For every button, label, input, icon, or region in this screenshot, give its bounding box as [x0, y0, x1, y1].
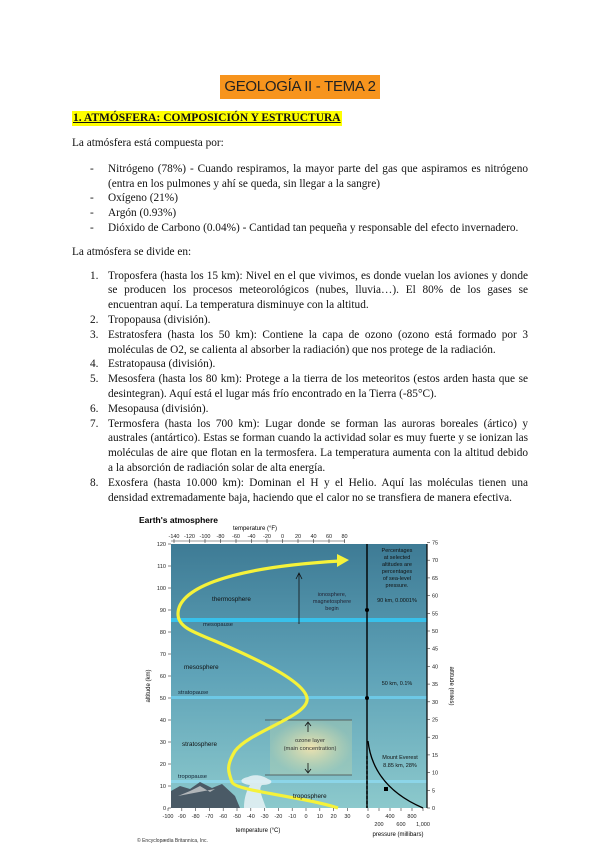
list-item — [72, 328, 528, 358]
mesosphere-label: mesosphere — [184, 664, 219, 672]
mile-tick-label: 60 — [432, 593, 439, 600]
mesopause-label: mesopause — [203, 622, 233, 629]
troposphere-label: troposphere — [293, 793, 327, 801]
item-text: Troposfera (hasta los 15 km): Nivel en el que vivimos, es donde vuelan los aviones y donde se producen los procesos meteorológicos (nubes, lluvia…). El 80% de los gases se encuentran aquí. La temperatura disminuye con la altitud. — [108, 269, 528, 312]
ionosphere-label: ionosphere, — [317, 592, 347, 599]
pressure-point-90km — [365, 608, 369, 612]
mile-tick-label: 25 — [432, 717, 439, 724]
list-item — [72, 313, 528, 328]
km-tick-label: 70 — [159, 652, 166, 659]
pressure-tick-label: 800 — [407, 814, 417, 821]
c-tick-label: -40 — [246, 814, 255, 821]
item-text: Tropopausa (división). — [108, 313, 211, 326]
title-row — [72, 75, 528, 99]
percentages-note: pressure. — [385, 583, 409, 590]
f-tick-label: -20 — [263, 534, 271, 541]
mile-tick-label: 0 — [432, 806, 436, 813]
item-number: 8. — [90, 476, 99, 489]
c-tick-label: -80 — [191, 814, 200, 821]
km-tick-label: 0 — [162, 806, 166, 813]
mile-tick-label: 30 — [432, 700, 439, 707]
mile-tick-label: 45 — [432, 647, 439, 654]
c-tick-label: -30 — [260, 814, 269, 821]
pressure-point-everest — [384, 787, 388, 791]
percentages-note: percentages — [381, 569, 413, 576]
c-tick-label: -90 — [177, 814, 186, 821]
bottom-axis-label: temperature (°C) — [235, 828, 281, 835]
item-number: 2. — [90, 313, 99, 326]
everest-label: 8.85 km, 28% — [383, 763, 417, 770]
pressure-tick-label: 0 — [366, 814, 370, 821]
km-tick-label: 50 — [159, 696, 166, 703]
layers-list — [72, 269, 528, 506]
mile-tick-label: 20 — [432, 735, 439, 742]
item-text: Nitrógeno (78%) - Cuando respiramos, la mayor parte del gas que aspiramos es nitrógeno (entra en los pulmones y ahí se queda, sin llegar a la sangre) — [108, 162, 528, 190]
item-text: Estratosfera (hasta los 50 km): Contiene la capa de ozono (ozono está formado por 3 moléculas de O2, se calienta al absorber la radiación) que nos protege de la radiación. — [108, 328, 528, 356]
list-item — [72, 206, 528, 221]
item-text: Mesosfera (hasta los 80 km): Protege a la tierra de los meteoritos (estos arden hasta que se desintegran). Aquí está el lugar más frío encontrado en la Tierra (-85°C). — [108, 373, 528, 400]
item-text: Argón (0.93%) — [108, 207, 177, 220]
mile-tick-label: 10 — [432, 770, 439, 777]
f-tick-label: -100 — [199, 534, 211, 541]
pressure-tick-label: 200 — [374, 822, 384, 829]
c-tick-label: 20 — [330, 814, 337, 821]
f-tick-label: 40 — [310, 534, 317, 541]
list-item — [72, 357, 528, 372]
ozone-label: (main concentration) — [283, 746, 337, 753]
c-tick-label: -50 — [233, 814, 241, 821]
percentages-note: altitudes are — [382, 562, 412, 569]
list-item — [72, 269, 528, 313]
figure-credit: © Encyclopædia Britannica, Inc. — [137, 838, 208, 845]
item-number: 4. — [90, 358, 99, 371]
stratosphere-label: stratosphere — [182, 741, 218, 749]
list-item — [72, 402, 528, 417]
bullet-dash: - — [90, 207, 94, 220]
ionosphere-label: begin — [325, 606, 339, 613]
pressure-90km-label: 90 km, 0.0001% — [377, 598, 417, 605]
f-tick-label: 0 — [280, 534, 285, 541]
item-text: Estratopausa (división). — [108, 358, 216, 371]
ozone-label: ozone layer — [295, 738, 325, 745]
composition-list — [72, 162, 528, 236]
c-tick-label: 30 — [344, 814, 351, 821]
f-tick-label: 60 — [325, 534, 333, 541]
km-tick-label: 60 — [159, 674, 166, 681]
item-number: 7. — [90, 417, 99, 430]
mile-tick-label: 50 — [432, 629, 439, 636]
mile-tick-label: 40 — [432, 664, 439, 671]
item-text: Termosfera (hasta los 700 km): Lugar donde se forman las auroras boreales (ártico) y australes (antártico). Estas se forman cuando la actividad solar es muy fuerte y se ionizan las moléculas de aire que flotan en la termosfera. La temperatura aumenta con la altitud debido a la absorción de radiación solar de alta energía. — [108, 417, 528, 474]
pressure-tick-label: 1,000 — [416, 822, 430, 829]
list-item — [72, 417, 528, 476]
item-text: Oxígeno (21%) — [108, 192, 178, 205]
km-tick-label: 40 — [159, 718, 166, 725]
c-tick-label: 0 — [304, 814, 308, 821]
c-tick-label: -20 — [274, 814, 283, 821]
title-highlight — [220, 75, 379, 99]
bullet-dash: - — [90, 162, 94, 175]
pressure-point-50km — [365, 696, 369, 700]
left-axis-label: altitude (km) — [146, 669, 152, 703]
mile-tick-label: 75 — [432, 540, 439, 547]
mile-tick-label: 55 — [432, 611, 439, 618]
bullet-dash: - — [90, 192, 94, 205]
top-axis-label: temperature (°F) — [232, 526, 278, 533]
right-axis-label: altitude (miles) — [448, 666, 454, 706]
list-item — [72, 162, 528, 192]
composition-intro: La atmósfera está compuesta por: — [72, 137, 224, 149]
f-tick-label: -40 — [247, 534, 256, 541]
mesopause-band — [171, 618, 367, 622]
mile-tick-label: 65 — [432, 576, 439, 583]
f-tick-label: -120 — [183, 534, 196, 541]
f-tick-label: -140 — [168, 534, 180, 541]
figure-title: Earth's atmosphere — [139, 515, 219, 526]
list-item — [72, 191, 528, 206]
f-tick-label: 80 — [341, 534, 348, 541]
list-item — [72, 221, 528, 236]
km-tick-label: 120 — [156, 542, 166, 549]
mile-tick-label: 70 — [432, 558, 439, 565]
tropopause-label: tropopause — [178, 774, 208, 781]
list-item — [72, 372, 528, 402]
mile-tick-label: 35 — [432, 682, 439, 689]
item-text: Exosfera (hasta 10.000 km): Dominan el H y el Helio. Aquí las moléculas tienen una densidad extremadamente baja, haciendo que el calor no se transfiera de manera efectiva. — [108, 476, 528, 504]
percentages-note: Percentages — [381, 548, 413, 555]
km-tick-label: 10 — [159, 784, 166, 791]
pressure-tick-label: 600 — [396, 822, 406, 829]
km-tick-label: 110 — [157, 564, 166, 571]
everest-label: Mount Everest — [382, 755, 418, 762]
km-tick-label: 100 — [156, 586, 166, 593]
pressure-axis-label: pressure (millibars) — [372, 832, 424, 839]
document-body — [72, 75, 528, 845]
ionosphere-label: magnetosphere — [312, 599, 352, 606]
stratopause-label: stratopause — [178, 690, 209, 697]
bullet-dash: - — [90, 221, 94, 234]
item-text: Mesopausa (división). — [108, 402, 209, 415]
c-tick-label: -60 — [219, 814, 228, 821]
item-text: Dióxido de Carbono (0.04%) - Cantidad tan pequeña y responsable del efecto invernadero. — [108, 221, 519, 234]
layers-intro: La atmósfera se divide en: — [72, 245, 192, 258]
mile-tick-label: 5 — [432, 788, 436, 795]
f-tick-label: 20 — [294, 534, 302, 541]
thermosphere-label: thermosphere — [212, 596, 251, 604]
percentages-note: at selected — [383, 555, 411, 562]
c-tick-label: -70 — [205, 814, 214, 821]
atmosphere-figure — [136, 513, 454, 845]
item-number: 3. — [90, 328, 99, 341]
km-tick-label: 80 — [159, 630, 166, 637]
pressure-50km-label: 50 km, 0.1% — [381, 681, 413, 688]
km-tick-label: 30 — [159, 740, 166, 747]
f-tick-label: -60 — [232, 534, 240, 541]
item-number: 5. — [90, 373, 99, 386]
c-tick-label: 10 — [316, 814, 323, 821]
pressure-tick-label: 400 — [385, 814, 395, 821]
mesopause-band-right — [367, 618, 427, 622]
item-number: 6. — [90, 402, 99, 415]
tropopause-band — [171, 780, 427, 783]
c-tick-label: -100 — [162, 814, 174, 821]
km-tick-label: 90 — [159, 608, 166, 615]
percentages-note: of sea-level — [382, 576, 412, 583]
km-tick-label: 20 — [159, 762, 166, 769]
c-tick-label: -10 — [288, 814, 297, 821]
document-title: GEOLOGÍA II - TEMA 2 — [224, 78, 376, 95]
stratopause-band — [171, 696, 427, 699]
section-heading: 1. ATMÓSFERA: COMPOSICIÓN Y ESTRUCTURA — [73, 112, 341, 124]
list-item — [72, 476, 528, 506]
f-tick-label: -80 — [216, 534, 225, 541]
mile-tick-label: 15 — [432, 753, 439, 760]
item-number: 1. — [90, 269, 99, 282]
